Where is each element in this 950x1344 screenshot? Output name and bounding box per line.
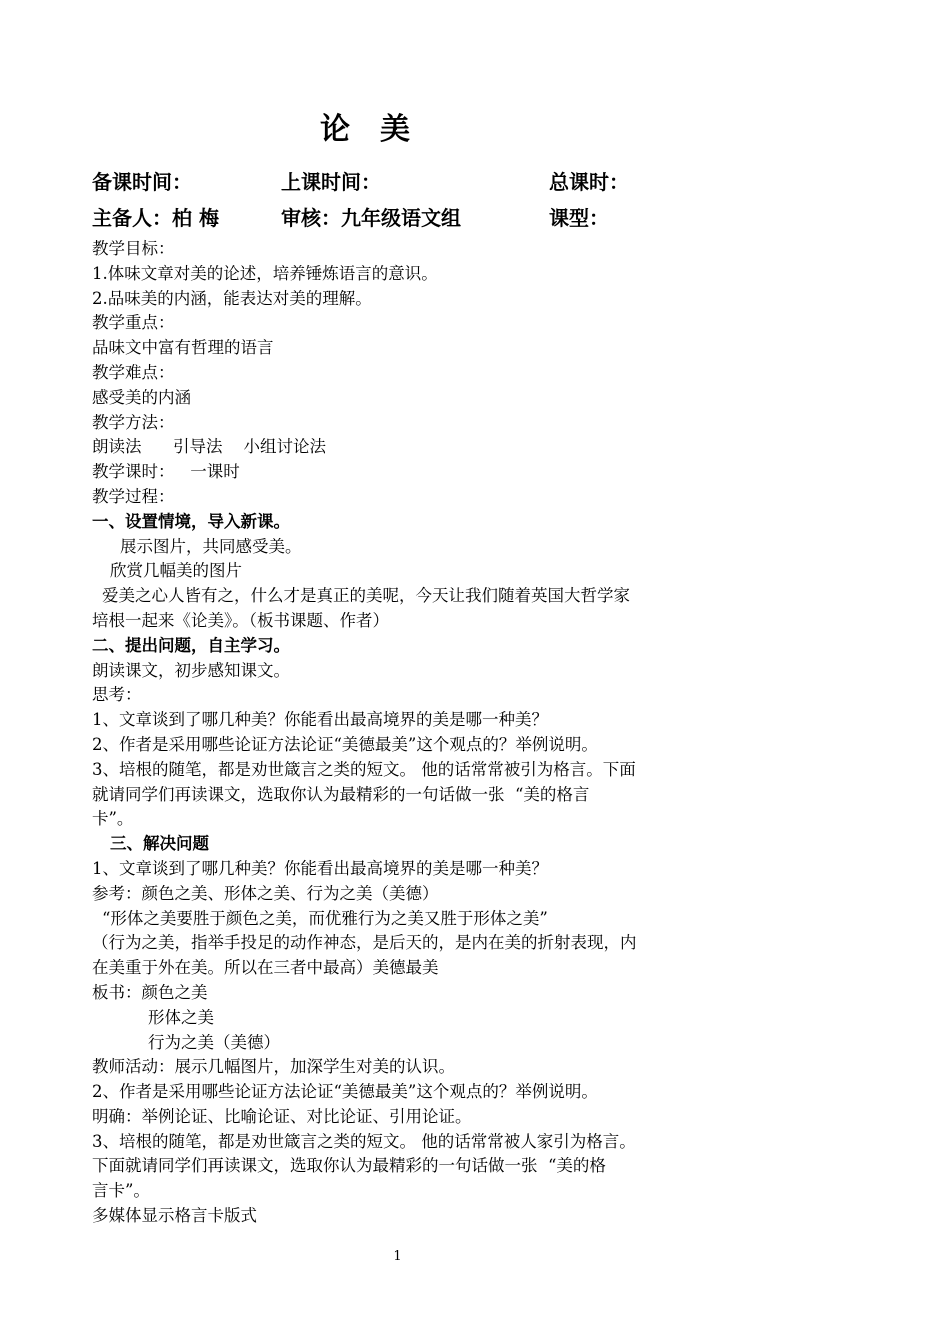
quote-line: “形体之美要胜于颜色之美，而优雅行为之美又胜于形体之美” [102,908,548,928]
text-line: 形体之美 [148,1007,214,1027]
text-line: 多媒体显示格言卡版式 [92,1206,257,1226]
section-heading: 教学重点： [92,313,175,333]
text-line: 品味文中富有哲理的语言 [92,338,274,358]
step-heading: 一、设置情境，导入新课。 [92,511,290,531]
page-title: 论美 [320,112,440,147]
preparer-label: 主备人：柏 梅 [92,206,219,230]
text-line: 就请同学们再读课文，选取你认为最精彩的一句话做一张 “美的格言 [92,784,590,804]
text-line: 培根一起来《论美》。（板书课题、作者） [92,610,389,630]
text-line: 卡”。 [92,809,134,829]
lesson-type-label: 课型： [549,206,609,230]
text-line: 2、作者是采用哪些论证方法论证“美德最美”这个观点的？举例说明。 [92,1082,598,1102]
step-heading: 三、解决问题 [110,834,209,854]
text-line: 思考： [92,685,142,705]
page-number: 1 [393,1249,402,1264]
text-line: 3、培根的随笔，都是劝世箴言之类的短文。 他的话常常被引为格言。下面 [92,759,636,779]
text-line: 朗读课文，初步感知课文。 [92,660,290,680]
text-line: （行为之美，指举手投足的动作神态，是后天的，是内在美的折射表现，内 [92,933,637,953]
section-heading: 教学过程： [92,486,175,506]
text-line: 朗读法 引导法 小组讨论法 [92,437,326,457]
text-line: 下面就请同学们再读课文，选取你认为最精彩的一句话做一张 “美的格 [92,1156,606,1176]
text-line: 2、作者是采用哪些论证方法论证“美德最美”这个观点的？举例说明。 [92,734,598,754]
total-hours-label: 总课时： [549,170,629,194]
prep-time-label: 备课时间： [92,170,192,194]
text-line: 教师活动：展示几幅图片，加深学生对美的认识。 [92,1057,455,1077]
text-line: 参考：颜色之美、形体之美、行为之美（美德） [92,883,439,903]
lesson-body [92,237,712,1229]
text-line: 1、文章谈到了哪几种美？你能看出最高境界的美是哪一种美？ [92,858,548,878]
text-line: 行为之美（美德） [148,1032,280,1052]
text-line: 展示图片，共同感受美。 [120,536,302,556]
class-time-label: 上课时间： [281,170,381,194]
text-line: 欣赏几幅美的图片 [110,561,242,581]
text-line: 1、文章谈到了哪几种美？你能看出最高境界的美是哪一种美？ [92,710,548,730]
section-heading: 教学目标： [92,239,175,258]
text-line: 教学课时： 一课时 [92,462,240,482]
text-line: 在美重于外在美。所以在三者中最高）美德最美 [92,958,439,978]
text-line: 言卡”。 [92,1181,150,1201]
reviewer-label: 审核：九年级语文组 [281,206,461,230]
text-line: 2.品味美的内涵，能表达对美的理解。 [92,288,372,308]
step-heading: 二、提出问题，自主学习。 [92,635,290,655]
text-line: 明确：举例论证、比喻论证、对比论证、引用论证。 [92,1106,472,1126]
text-line: 3、培根的随笔，都是劝世箴言之类的短文。 他的话常常被人家引为格言。 [92,1131,636,1151]
section-heading: 教学方法： [92,412,175,432]
text-line: 板书：颜色之美 [92,982,208,1002]
text-line: 感受美的内涵 [92,387,191,407]
text-line: 1.体味文章对美的论述，培养锤炼语言的意识。 [92,263,438,283]
text-line: 爱美之心人皆有之，什么才是真正的美呢，今天让我们随着英国大哲学家 [102,586,630,606]
section-heading: 教学难点： [92,362,175,382]
